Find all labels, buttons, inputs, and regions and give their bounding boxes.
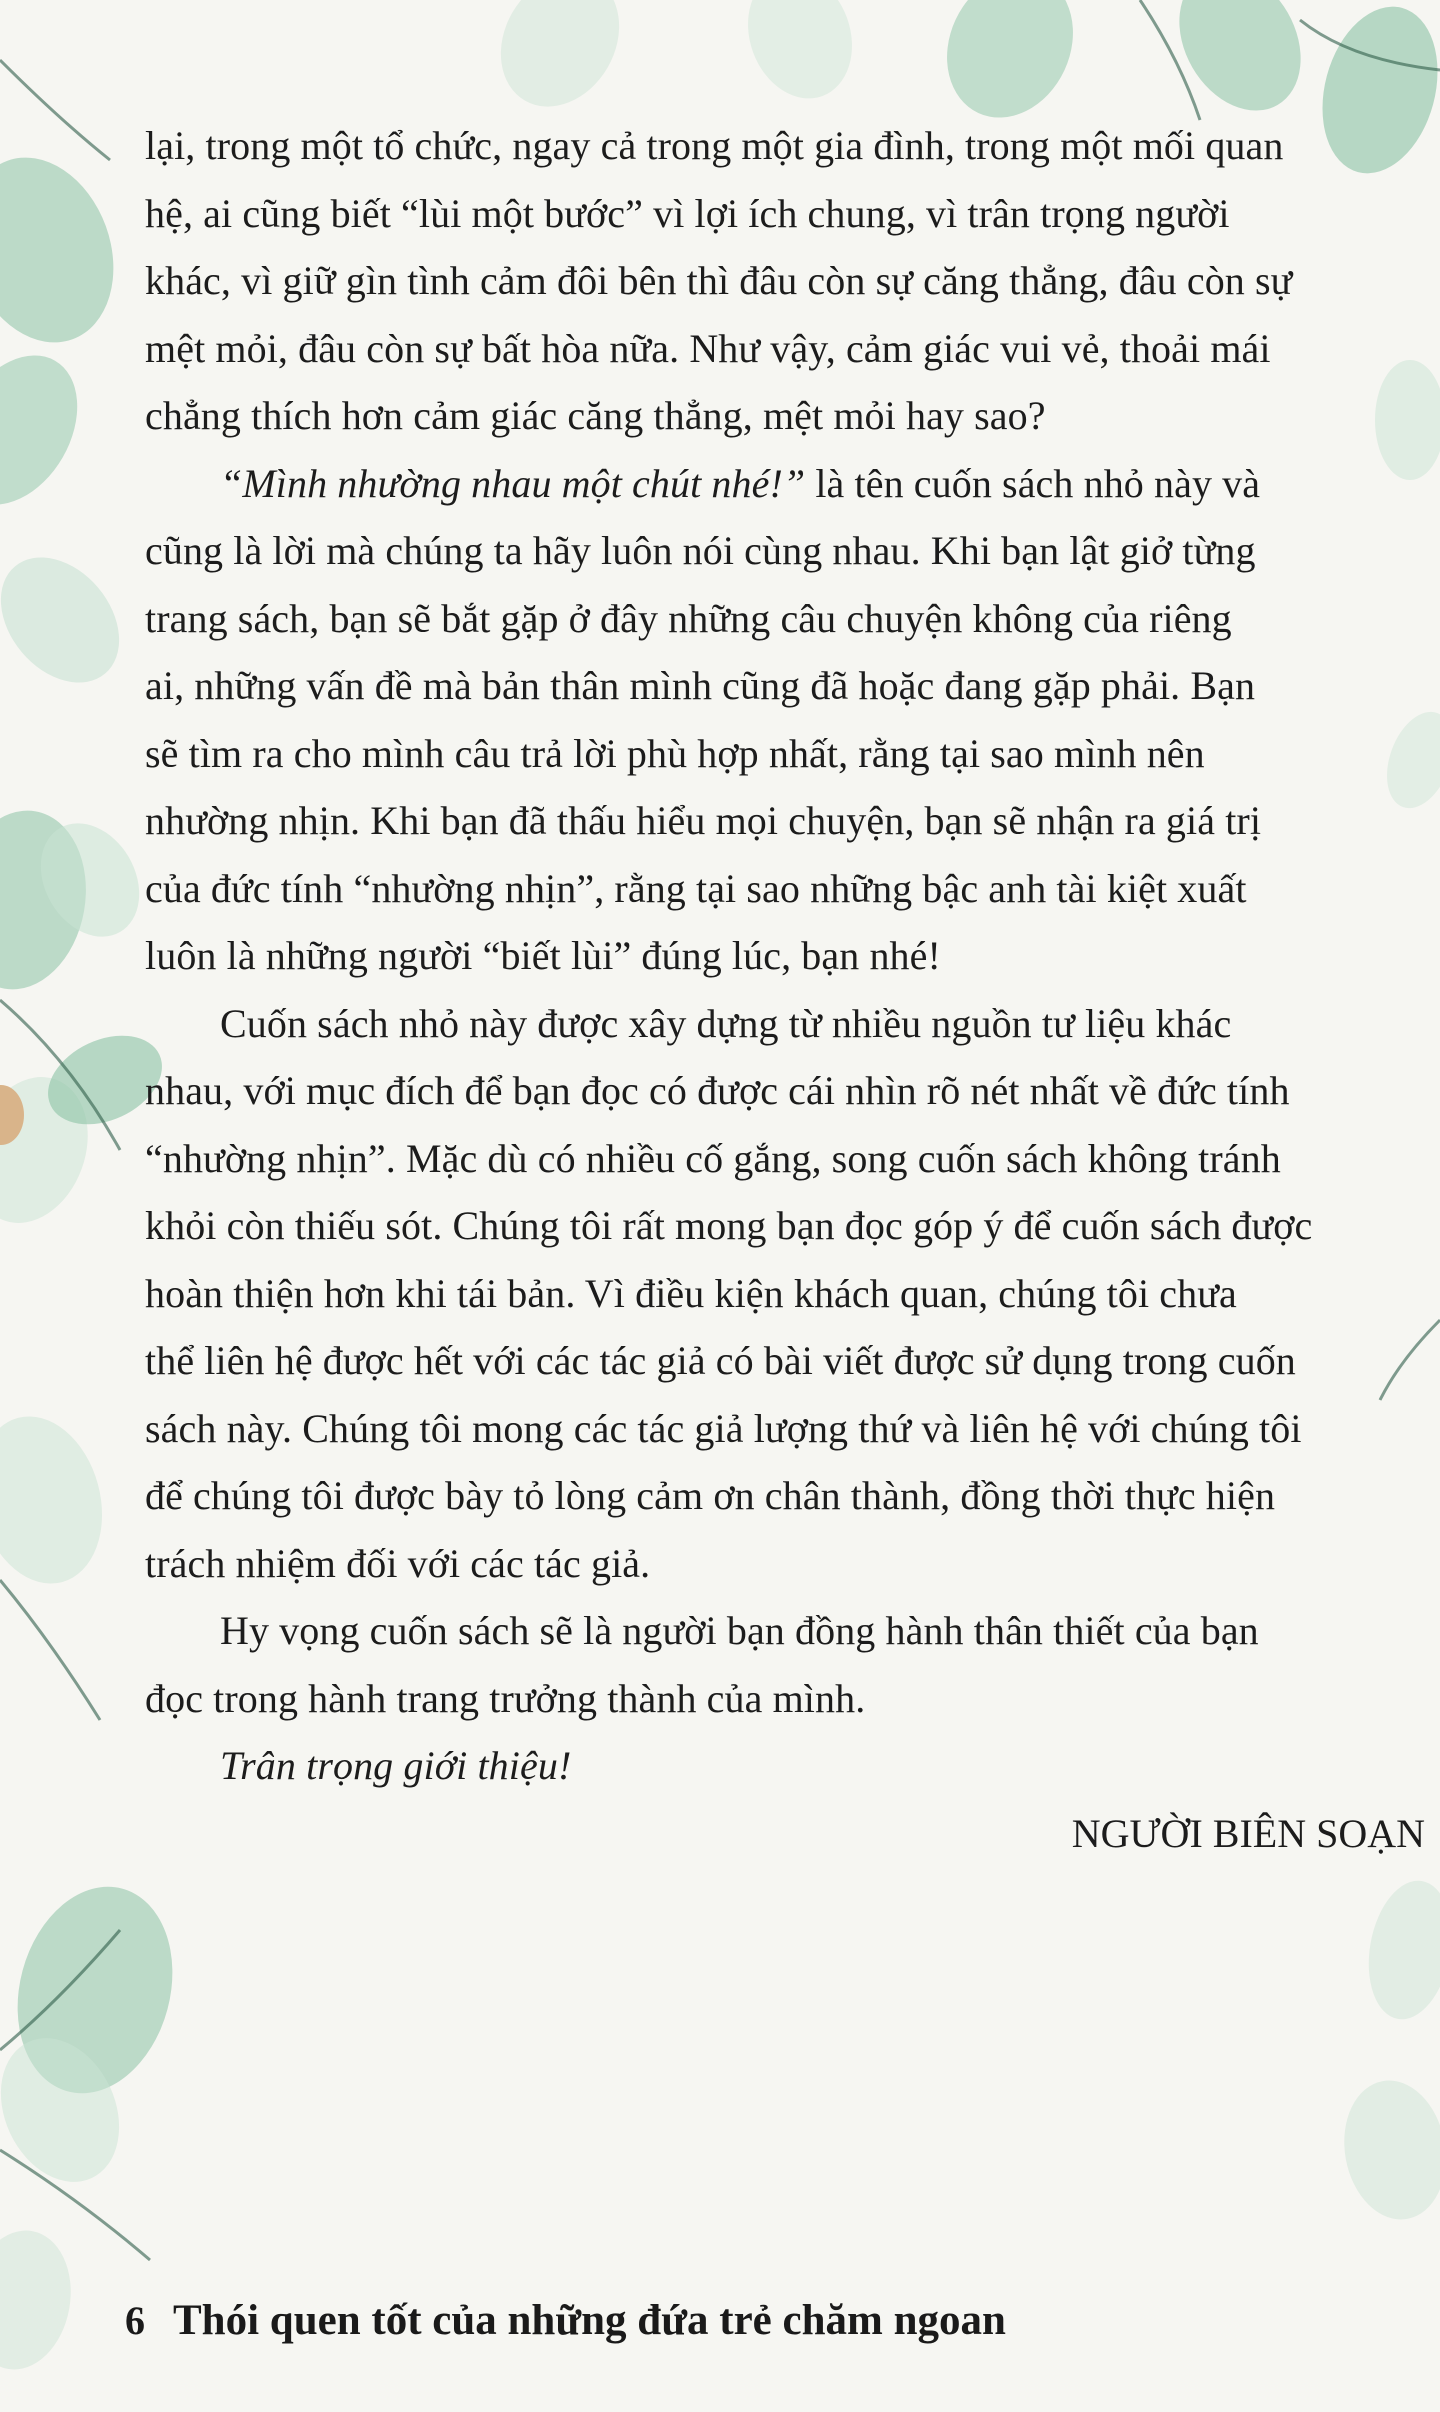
leaf-shape (0, 534, 143, 706)
paragraph-4 (145, 1597, 1425, 1732)
line: Cuốn sách nhỏ này được xây dựng từ nhiều nguồn tư liệu khác (220, 1000, 1232, 1046)
line: cũng là lời mà chúng ta hãy luôn nói cùng nhau. Khi bạn lật giở từng (145, 528, 1256, 573)
line: hệ, ai cũng biết “lùi một bước” vì lợi ích chung, vì trân trọng người (145, 190, 1230, 236)
line: ai, những vấn đề mà bản thân mình cũng đã hoặc đang gặp phải. Bạn (145, 663, 1256, 708)
leaf-shape (1334, 2072, 1440, 2227)
page-number: 6 (125, 2298, 145, 2343)
line: thể liên hệ được hết với các tác giả có bài viết được sử dụng trong cuốn (145, 1338, 1296, 1383)
book-title-quote: “Mình nhường nhau một chút nhé!” (220, 460, 806, 506)
line: trang sách, bạn sẽ bắt gặp ở đây những câu chuyện không của riêng (145, 595, 1232, 641)
leaf-shape (0, 1402, 120, 1597)
line: khác, vì giữ gìn tình cảm đôi bên thì đâu còn sự căng thẳng, đâu còn sự (145, 258, 1293, 303)
leaf-shape (0, 333, 103, 527)
line: lại, trong một tổ chức, ngay cả trong một gia đình, trong một mối quan (145, 123, 1284, 168)
line: sẽ tìm ra cho mình câu trả lời phù hợp nhất, rằng tại sao mình nên (145, 730, 1205, 776)
line: của đức tính “nhường nhịn”, rằng tại sao những bậc anh tài kiệt xuất (145, 865, 1247, 911)
line: để chúng tôi được bày tỏ lòng cảm ơn chân thành, đồng thời thực hiện (145, 1473, 1276, 1518)
line: sách này. Chúng tôi mong các tác giả lượng thứ và liên hệ với chúng tôi (145, 1405, 1302, 1451)
line: mệt mỏi, đâu còn sự bất hòa nữa. Như vậy, cảm giác vui vẻ, thoải mái (145, 325, 1271, 371)
leaf-shape (1358, 1874, 1440, 2026)
line: khỏi còn thiếu sót. Chúng tôi rất mong bạn đọc góp ý để cuốn sách được (145, 1203, 1313, 1248)
paragraph-2 (145, 450, 1425, 990)
line: nhau, với mục đích để bạn đọc có được cái nhìn rõ nét nhất về đức tính (145, 1068, 1290, 1113)
page-footer (125, 2296, 1006, 2345)
leaf-stem (0, 1580, 100, 1720)
line: hoàn thiện hơn khi tái bản. Vì điều kiện khách quan, chúng tôi chưa (145, 1270, 1237, 1316)
paragraph-1 (145, 112, 1425, 450)
line: là tên cuốn sách nhỏ này và (805, 460, 1261, 506)
line: “nhường nhịn”. Mặc dù có nhiều cố gắng, song cuốn sách không tránh (145, 1135, 1281, 1181)
leaf-shape (477, 0, 642, 128)
line: luôn là những người “biết lùi” đúng lúc, bạn nhé! (145, 933, 941, 978)
line: Hy vọng cuốn sách sẽ là người bạn đồng hành thân thiết của bạn (220, 1608, 1259, 1653)
leaf-shape (731, 0, 869, 113)
running-title: Thói quen tốt của những đứa trẻ chăm ngoan (173, 2297, 1006, 2344)
closing-line: Trân trọng giới thiệu! (220, 1743, 572, 1788)
signature: NGƯỜI BIÊN SOẠN (1071, 1810, 1425, 1856)
line: nhường nhịn. Khi bạn đã thấu hiểu mọi chuyện, bạn sẽ nhận ra giá trị (145, 798, 1262, 843)
body-text (145, 112, 1425, 1867)
leaf-stem (0, 60, 110, 160)
leaf-shape (0, 2222, 81, 2377)
line: chẳng thích hơn cảm giác căng thẳng, mệt mỏi hay sao? (145, 393, 1046, 438)
line: đọc trong hành trang trưởng thành của mình. (145, 1675, 866, 1721)
line: trách nhiệm đối với các tác giả. (145, 1540, 651, 1586)
leaf-shape (0, 137, 138, 363)
paragraph-3 (145, 990, 1425, 1598)
